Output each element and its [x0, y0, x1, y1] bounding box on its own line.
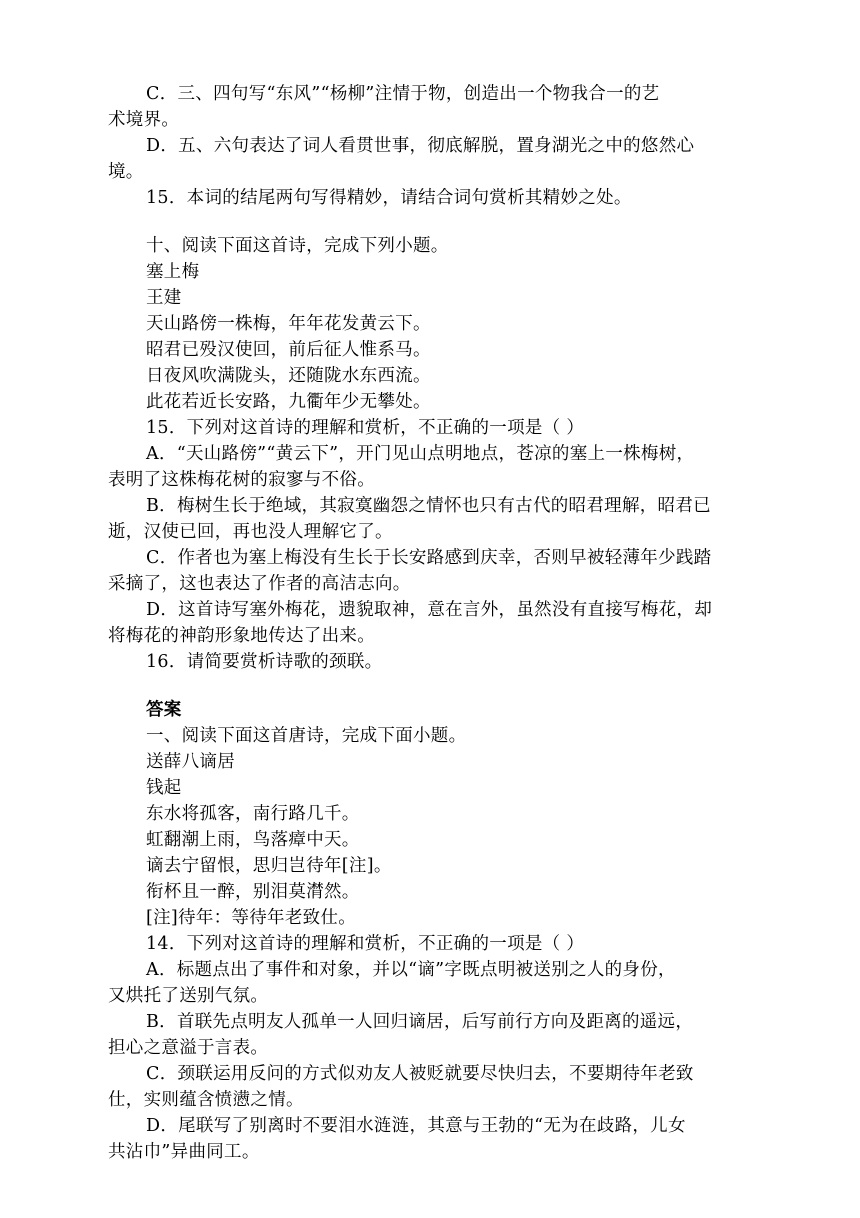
- q14-option-b-line-2: 担心之意溢于言表。: [108, 1038, 269, 1058]
- q15-option-c-line-2: 采摘了，这也表达了作者的高洁志向。: [108, 574, 411, 594]
- option-c-line-2: 术境界。: [108, 110, 180, 130]
- question-15-ci: 15．本词的结尾两句写得精妙，请结合词句赏析其精妙之处。: [146, 188, 632, 208]
- option-d-line-1: D．五、六句表达了词人看贯世事，彻底解脱，置身湖光之中的悠然心: [146, 136, 695, 156]
- option-d-line-2: 境。: [108, 162, 144, 182]
- poem-author: 王建: [146, 288, 182, 308]
- poem2-title: 送薛八谪居: [146, 752, 235, 772]
- question-14: 14．下列对这首诗的理解和赏析，不正确的一项是（ ）: [146, 934, 585, 954]
- poem-line-1: 天山路傍一株梅，年年花发黄云下。: [146, 314, 431, 334]
- q14-option-c-line-2: 仕，实则蕴含愤懑之情。: [108, 1090, 304, 1110]
- poem2-line-2: 虹翻潮上雨，鸟落瘴中天。: [146, 830, 360, 850]
- section-1-heading: 一、阅读下面这首唐诗，完成下面小题。: [146, 726, 467, 746]
- q15-option-b-line-2: 逝，汉使已回，再也没人理解它了。: [108, 522, 393, 542]
- q15-option-a-line-1: A．“天山路傍”“黄云下”，开门见山点明地点，苍凉的塞上一株梅树，: [146, 444, 695, 464]
- q15-option-d-line-1: D．这首诗写塞外梅花，遗貌取神，意在言外，虽然没有直接写梅花，却: [146, 600, 713, 620]
- poem2-line-1: 东水将孤客，南行路几千。: [146, 804, 360, 824]
- q14-option-b-line-1: B．首联先点明友人孤单一人回归谪居，后写前行方向及距离的遥远，: [146, 1012, 694, 1032]
- section-10-heading: 十、阅读下面这首诗，完成下列小题。: [146, 236, 449, 256]
- poem-line-2: 昭君已殁汉使回，前后征人惟系马。: [146, 340, 431, 360]
- q14-option-a-line-2: 又烘托了送别气氛。: [108, 986, 269, 1006]
- poem2-line-4: 衔杯且一醉，别泪莫潸然。: [146, 882, 360, 902]
- q14-option-d-line-1: D．尾联写了别离时不要泪水涟涟，其意与王勃的“无为在歧路，儿女: [146, 1116, 686, 1136]
- q15-option-a-line-2: 表明了这株梅花树的寂寥与不俗。: [108, 470, 375, 490]
- q15-option-b-line-1: B．梅树生长于绝域，其寂寞幽怨之情怀也只有古代的昭君理解，昭君已: [146, 496, 711, 516]
- answer-heading: 答案: [146, 700, 182, 720]
- option-c-line-1: C．三、四句写“东风”“杨柳”注情于物，创造出一个物我合一的艺: [146, 84, 660, 104]
- q14-option-a-line-1: A．标题点出了事件和对象，并以“谪”字既点明被送别之人的身份，: [146, 960, 676, 980]
- poem2-note: [注]待年：等待年老致仕。: [146, 908, 357, 928]
- question-16: 16．请简要赏析诗歌的颈联。: [146, 652, 383, 672]
- poem-line-3: 日夜风吹满陇头，还随陇水东西流。: [146, 366, 431, 386]
- q14-option-c-line-1: C．颈联运用反问的方式似劝友人被贬就要尽快归去，不要期待年老致: [146, 1064, 694, 1084]
- q15-option-d-line-2: 将梅花的神韵形象地传达了出来。: [108, 626, 375, 646]
- poem-line-4: 此花若近长安路，九衢年少无攀处。: [146, 392, 431, 412]
- question-15: 15．下列对这首诗的理解和赏析，不正确的一项是（ ）: [146, 418, 585, 438]
- poem2-author: 钱起: [146, 778, 182, 798]
- q14-option-d-line-2: 共沾巾”异曲同工。: [108, 1142, 260, 1162]
- q15-option-c-line-1: C．作者也为塞上梅没有生长于长安路感到庆幸，否则早被轻薄年少践踏: [146, 548, 712, 568]
- poem2-line-3: 谪去宁留恨，思归岂待年[注]。: [146, 856, 392, 876]
- poem-title: 塞上梅: [146, 262, 200, 282]
